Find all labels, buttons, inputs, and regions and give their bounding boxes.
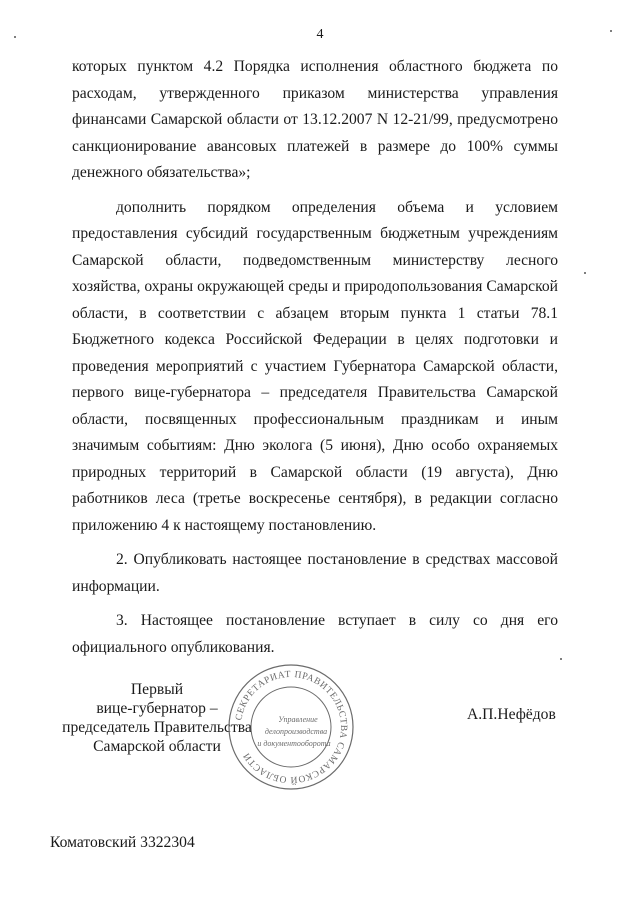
paragraph-publish: 2. Опубликовать настоящее постановление в средствах массовой информации. [72,551,558,595]
office-seal-stamp [226,662,356,792]
signatory-name: А.П.Нефёдов [467,706,556,723]
signature-block [62,680,252,756]
page-number: 4 [316,27,324,42]
signature-line-3: председатель Правительства [62,719,252,736]
stamp-center-line-1: Управление [278,715,318,724]
stamp-ring-text: СЕКРЕТАРИАТ ПРАВИТЕЛЬСТВА САМАРСКОЙ ОБЛАСТИ [234,669,349,785]
scan-speck [14,36,16,38]
signature-line-2: вице-губернатор – [96,700,218,717]
stamp-center-line-2: делопроизводства [264,727,328,736]
signature-line-4: Самарской области [93,738,221,755]
paragraph-continuation: которых пунктом 4.2 Порядка исполнения областного бюджета по расходам, утвержденного приказом министерства управления финансами Самарской области от 13.12.2007 N 12-21/99, предусмотрено санкционирование авансовых платежей в размере до 100% суммы денежного обязательства»; [72,58,558,181]
paragraph-effective: 3. Настоящее постановление вступает в силу со дня его официального опубликования. [72,612,558,656]
paragraph-amendment: дополнить порядком определения объема и условием предоставления субсидий государственным бюджетным учреждениям Самарской области, подведомственным министерству лесного хозяйства, охраны окружающей среды и природопользования Самарской области, в соответствии с абзацем вторым пункта 1 статьи 78.1 Бюджетного кодекса Российской Федерации в целях подготовки и проведения мероприятий с участием Губернатора Самарской области, первого вице-губернатора – председателя Правительства Самарской области, посвященных профессиональным праздникам и иным значимым событиям: Дню эколога (5 июня), Дню особо охраняемых природных территорий в Самарской области (19 августа), Дню работников леса (третье воскресенье сентября), в редакции согласно приложению 4 к настоящему постановлению. [72,198,558,534]
scan-speck [560,658,562,660]
scan-speck [584,272,586,274]
signature-line-1: Первый [130,681,184,698]
stamp-center-line-3: и документооборота [257,739,331,748]
document-body [72,54,558,661]
executor-note: Коматовский 3322304 [50,834,195,851]
scan-speck [610,30,612,32]
